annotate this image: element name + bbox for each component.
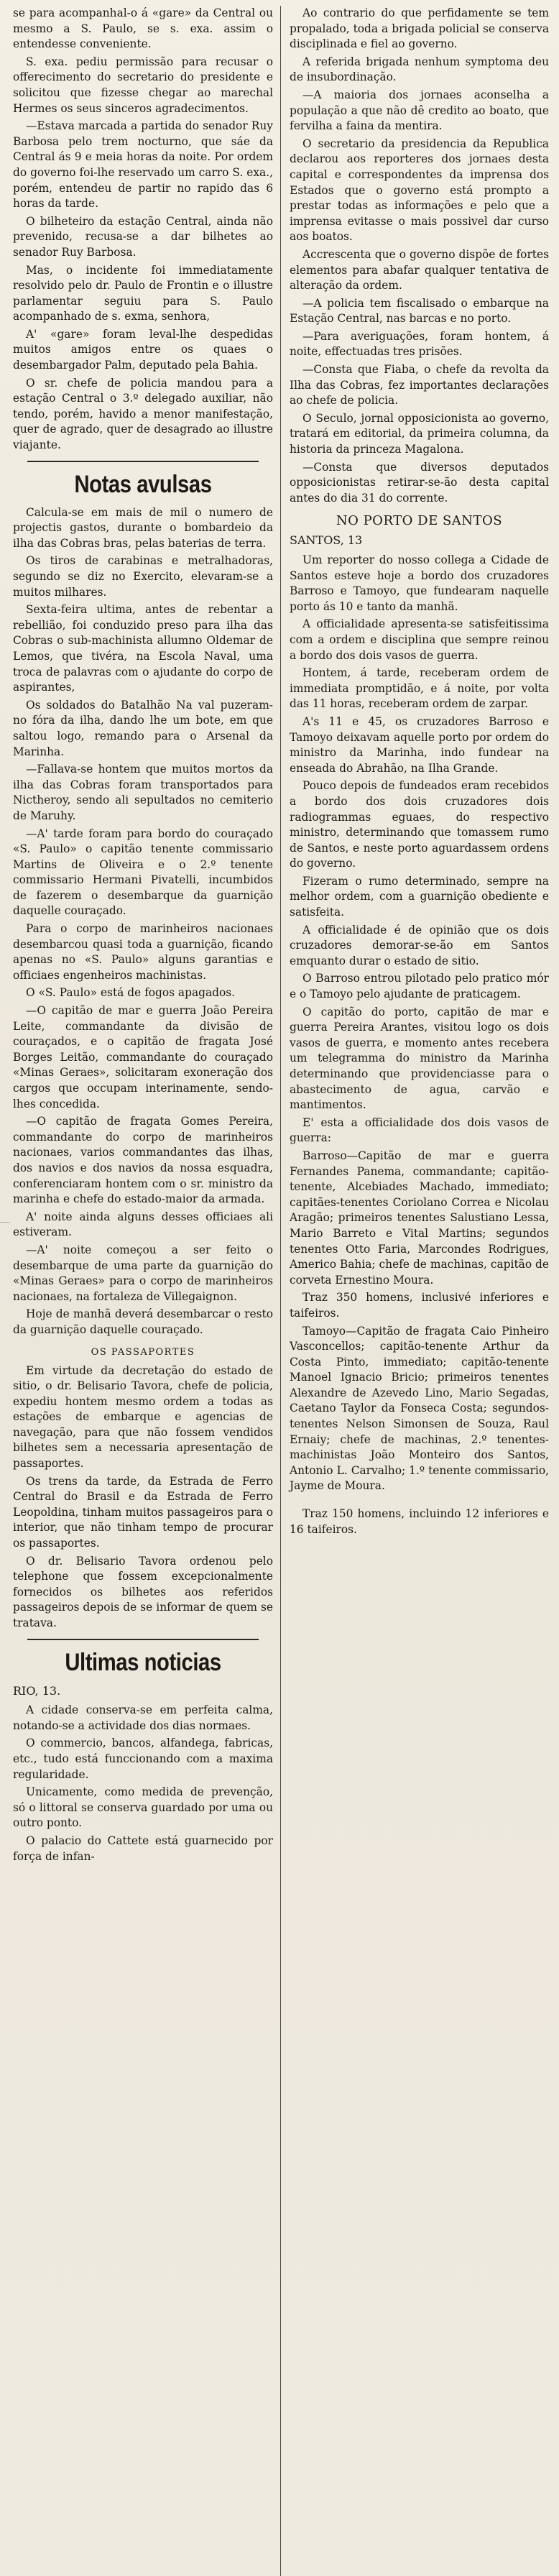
paragraph: O Seculo, jornal opposicionista ao governo, tratará em editorial, da primeira columna, da historia da princeza Magalona.: [290, 411, 549, 456]
paragraph: A's 11 e 45, os cruzadores Barroso e Tamoyo deixavam aquelle porto por ordem do ministro da Marinha, indo fundear na enseada do Abrahão, na Ilha Grande.: [290, 714, 549, 775]
paragraph: Em virtude da decretação do estado de sitio, o dr. Belisario Tavora, chefe de policia, expediu hontem mesmo ordem a todas as estações de embarque e agencias de navegação, para que não fossem vendidos bilhetes sem a necessaria apresentação de passaportes.: [13, 1363, 273, 1471]
paragraph: —O capitão de fragata Gomes Pereira, commandante do corpo de marinheiros nacionaes, varios commandantes das ilhas, dos navios e dos navios da nossa esquadra, conferenciaram hontem com o sr. ministro da marinha e chefe do estado-maior da armada.: [13, 1115, 273, 1206]
paragraph: O «S. Paulo» está de fogos apagados.: [26, 986, 236, 1000]
paragraph: Calcula-se em mais de mil o numero de projectis gastos, durante o bombardeio da ilha das Cobras bras, pelas baterias de terra.: [13, 505, 273, 550]
paragraph: —Consta que Fiaba, o chefe da revolta da Ilha das Cobras, fez importantes declarações ao chefe de policia.: [290, 363, 549, 408]
paragraph: Hontem, á tarde, receberam ordem de immediata promptidão, e á noite, por volta das 11 horas, receberam ordem de zarpar.: [290, 666, 549, 711]
paragraph: O Barroso entrou pilotado pelo pratico mór e o Tamoyo pelo ajudante de praticagem.: [290, 972, 549, 1001]
paragraph: —O capitão de mar e guerra João Pereira Leite, commandante da divisão de couraçados, e o capitão de fragata José Borges Leitão, commandante do couraçado «Minas Geraes», solicitaram exoneração dos cargos que occupam interinamente, sendo-lhes concedida.: [13, 1004, 273, 1110]
paragraph: Para o corpo de marinheiros nacionaes desembarcou quasi toda a guarnição, ficando apenas no «S. Paulo» alguns garantias e officiaes engenheiros machinistas.: [13, 922, 273, 982]
paragraph: Hoje de manhã deverá desembarcar o resto da guarnição daquelle couraçado.: [13, 1307, 273, 1336]
paragraph: O sr. chefe de policia mandou para a estação Central o 3.º delegado auxiliar, não tendo, porém, havido a menor manifestação, quer de agrado, quer de desagrado ao illustre viajante.: [13, 376, 273, 452]
paragraph: O secretario da presidencia da Republica declarou aos reporteres dos jornaes desta capital e correspondentes da imprensa dos Estados que o governo está prompto a prestar todas as informações e pelo que a imprensa evitasse o mais possivel dar curso aos boatos.: [290, 137, 549, 244]
paragraph: A referida brigada nenhum symptoma deu de insubordinação.: [290, 55, 549, 84]
passaportes-heading: OS PASSAPORTES: [91, 1346, 195, 1358]
paragraph: A' noite ainda alguns desses officiaes ali estiveram.: [13, 1210, 273, 1239]
right-column: [280, 6, 549, 2576]
paragraph: —Estava marcada a partida do senador Ruy Barbosa pelo trem nocturno, que sáe da Central ás 9 e meia horas da noite. Por ordem do governo foi-lhe reservado um carro S. exa., porém, entendeu de partir no rapido das 6 horas da tarde.: [13, 119, 273, 211]
paragraph: O palacio do Cattete está guarnecido por força de infan-: [13, 1834, 273, 1863]
paragraph: Traz 350 homens, inclusivé inferiores e taifeiros.: [290, 1291, 549, 1320]
paragraph: Sexta-feira ultima, antes de rebentar a rebellião, foi conduzido preso para ilha das Cobras o sub-machinista allumno Oldemar de Lemos, que tivéra, na Escola Naval, uma troca de palavras com o ajudante do corpo de aspirantes,: [13, 603, 273, 694]
ultimas-noticias-heading: Ultimas noticias: [65, 1648, 221, 1676]
santos-dateline: SANTOS, 13: [290, 533, 363, 548]
paragraph: —Consta que diversos deputados opposicionistas retirar-se-ão desta capital antes do dia 31 do corrente.: [290, 460, 549, 505]
paragraph: O commercio, bancos, alfandega, fabricas, etc., tudo está funccionando com a maxima regularidade.: [13, 1736, 273, 1781]
paragraph: Os trens da tarde, da Estrada de Ferro Central do Brasil e da Estrada de Ferro Leopoldina, tinham muitos passageiros para o interior, que não tinham tempo de procurar os passaportes.: [13, 1474, 273, 1550]
paragraph: —A maioria dos jornaes aconselha a população a que não dê credito ao boato, que fervilha a faina da mentira.: [290, 88, 549, 133]
brigada-section: [290, 6, 549, 506]
paragraph: —A' tarde foram para bordo do couraçado «S. Paulo» o capitão tenente commissario Martins de Oliveira e o 2.º tenente commissario Hermani Pivatelli, incumbidos de fazerem o desembarque da guarnição daquelle couraçado.: [13, 827, 273, 918]
paragraph: Accrescenta que o governo dispõe de fortes elementos para abafar qualquer tentativa de alteração da ordem.: [290, 247, 549, 293]
notas-avulsas-heading: Notas avulsas: [74, 470, 212, 498]
rio-dateline: RIO, 13.: [13, 1683, 61, 1698]
paragraph: —A' noite começou a ser feito o desembarque de uma parte da guarnição do «Minas Geraes» para o corpo de marinheiros nacionaes, na fortaleza de Villegaignon.: [13, 1243, 273, 1303]
paragraph: Pouco depois de fundeados eram recebidos a bordo dos dois cruzadores dois radiogrammas eguaes, do respectivo ministro, determinando que tomassem rumo de Santos, e neste porto aguardassem ordens do governo.: [290, 779, 549, 870]
page-fold-mark: [0, 1222, 10, 1231]
paragraph: Fizeram o rumo determinado, sempre na melhor ordem, com a guarnição obediente e satisfeita.: [290, 874, 549, 919]
porto-de-santos-heading: NO PORTO DE SANTOS: [336, 513, 503, 529]
paragraph: Traz 150 homens, incluindo 12 inferiores e 16 taifeiros.: [290, 1507, 549, 1536]
paragraph: Os soldados do Batalhão Na val puzeram-no fóra da ilha, dando lhe um bote, em que saltou logo, remando para o Arsenal da Marinha.: [13, 698, 273, 758]
passaportes-section: [13, 1363, 273, 1632]
paragraph: A officialidade é de opinião que os dois cruzadores demorar-se-ão em Santos emquanto durar o estado de sitio.: [290, 923, 549, 967]
left-column: [13, 6, 280, 2576]
paragraph: —A policia tem fiscalisado o embarque na Estação Central, nas barcas e no porto.: [290, 296, 549, 326]
paragraph: Ao contrario do que perfidamente se tem propalado, toda a brigada policial se conserva disciplinada e fiel ao governo.: [290, 6, 549, 51]
paragraph: A cidade conserva-se em perfeita calma, notando-se a actividade dos dias normaes.: [13, 1703, 273, 1732]
paragraph: A' «gare» foram leval-lhe despedidas muitos amigos entre os quaes o desembargador Palm, deputado pela Bahia.: [13, 327, 273, 372]
paragraph: O bilheteiro da estação Central, ainda não prevenido, recusa-se a dar bilhetes ao senador Ruy Barbosa.: [13, 214, 273, 259]
paragraph: Os tiros de carabinas e metralhadoras, segundo se diz no Exercito, elevaram-se a muitos milhares.: [13, 554, 273, 599]
section-divider: [27, 461, 259, 462]
paragraph: O capitão do porto, capitão de mar e guerra Pereira Arantes, visitou logo os dois vasos de guerra, e momento antes recebera um telegramma do ministro da Marinha determinando que providenciasse para o abastecimento de agua, carvão e mantimentos.: [290, 1005, 549, 1112]
paragraph: E' esta a officialidade dos dois vasos de guerra:: [290, 1116, 549, 1145]
paragraph: O dr. Belisario Tavora ordenou pelo telephone que fossem excepcionalmente fornecidos os bilhetes aos referidos passageiros depois de se informar de quem se tratava.: [13, 1554, 273, 1629]
notas-avulsas-section: [13, 505, 273, 1338]
paragraph: S. exa. pediu permissão para recusar o offerecimento do secretario do presidente e solicitou que fizesse chegar ao marechal Hermes os seus sinceros agradecimentos.: [13, 55, 273, 115]
paragraph: Unicamente, como medida de prevenção, só o littoral se conserva guardado por uma ou outro ponto.: [13, 1785, 273, 1830]
section-divider: [27, 1639, 259, 1640]
intro-section: [13, 6, 273, 454]
paragraph: Tamoyo—Capitão de fragata Caio Pinheiro Vasconcellos; capitão-tenente Arthur da Costa Pinto, immediato; capitão-tenente Manoel Ignacio Bricio; primeiros tenentes Alexandre de Azevedo Lino, Mario Segadas, Caetano Taylor da Fonseca Costa; segundos-tenentes Nelson Simonsen de Souza, Raul Ernaiy; chefe de machinas, 2.º tenentes-machinistas João Monteiro dos Santos, Antonio L. Carvalho; 1.º tenente commissario, Jayme de Moura.: [290, 1324, 549, 1493]
santos-section: [290, 553, 549, 1537]
paragraph: Mas, o incidente foi immediatamente resolvido pelo dr. Paulo de Frontin e o illustre parlamentar seguiu para S. Paulo acompanhado de s. exma, senhora,: [13, 263, 273, 323]
paragraph: Um reporter do nosso collega a Cidade de Santos esteve hoje a bordo dos cruzadores Barroso e Tamoyo, que fundearam naquelle porto ás 10 e tanto da manhã.: [290, 553, 549, 613]
paragraph: —Para averiguações, foram hontem, á noite, effectuadas tres prisões.: [290, 329, 549, 359]
paragraph: —Fallava-se hontem que muitos mortos da ilha das Cobras foram transportados para Nictheroy, sendo ali sepultados no cemiterio de Maruhy.: [13, 763, 273, 822]
ultimas-noticias-section: [13, 1703, 273, 1864]
paragraph: Barroso—Capitão de mar e guerra Fernandes Panema, commandante; capitão-tenente, Alcebiades Machado, immediato; capitães-tenentes Coriolano Correa e Nicolau Aragão; primeiros tenentes Salustiano Lessa, Mario Barreto e Vital Martins; segundos tenentes Otto Faria, Marcondes Rodrigues, Americo Bahia; chefe de machinas, capitão de corveta Ernestino Moura.: [290, 1149, 549, 1287]
paragraph: A officialidade apresenta-se satisfeitissima com a ordem e disciplina que sempre reinou a bordo dos dois vasos de guerra.: [290, 617, 549, 662]
paragraph: se para acompanhal-o á «gare» da Central ou mesmo a S. Paulo, se s. exa. assim o entendesse conveniente.: [13, 6, 273, 51]
